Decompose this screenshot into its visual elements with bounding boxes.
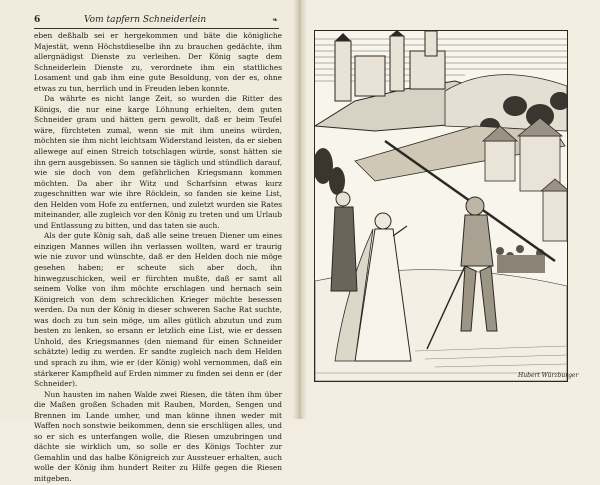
ornament-icon: ❧ <box>272 16 278 24</box>
old-man-figure <box>331 192 357 291</box>
page-number: 6 <box>34 15 41 25</box>
book-gutter <box>293 0 307 419</box>
paragraph: eben deßhalb sei er hergekommen und bäte die königliche Majestät, wenn Höchstdieselbe ihn zu brauchen gedächte, ihm allergnädigst Dienste zu verleihen. Der König sagte dem Schneiderlein Dienste zu, verordnete ihm ein stattliches Losament und gab ihm eine gute Besoldung, von der es, ohne etwas zu tun, herrlich und in Freuden leben konnte. <box>34 31 282 93</box>
running-title: Vom tapfern Schneiderlein <box>84 15 207 25</box>
paragraph: Nun hausten im nahen Walde zwei Riesen, die täten ihm über die Maßen großen Schaden mit Rauben, Morden, Sengen und Brennen im Lande umher, und man könne ihnen weder mit Waffen noch sonstwie beikommen, denn sie erschlügen alles, und so er sich es unterfangen wolle, die Riesen umzubringen und dächte sie wirklich um, so solle er des Königs Tochter zur Gemahlin und das halbe Königreich zur Aussteuer erhalten, auch wolle der König ihm hundert Reiter zu Hilfe gegen die Riesen mitgeben. <box>34 389 282 483</box>
paragraph: Da währte es nicht lange Zeit, so wurden die Ritter des Königs, die nur eine karge Löhnung erhielten, dem guten Schneider gram und hätten gern gewollt, daß er beim Teufel wäre, fürchteten zumal, wenn sie mit ihm uneins würden, möchten sie ihm nicht leichtsam Widerstand leisten, da er sieben allewege auf einen Streich totschlagen würde, sonst hätten sie ihn gern ausgebissen. So sannen sie täglich und stündlich darauf, wie sie doch von dem gefährlichen Kriegsmann kommen möchten. Da aber ihr Witz und Scharfsinn etwas kurz zugeschnitten war wie ihre Röcklein, so fanden sie keine List, den Helden vom Hofe zu entfernen, und zuletzt wurden sie Rates miteinander, alle zugleich vor den König zu treten und um Urlaub und Entlassung zu bitten, und das taten sie auch. <box>34 94 282 230</box>
artist-signature: Hubert Würzburger <box>518 372 579 379</box>
paragraph: Als der gute König sah, daß alle seine treuen Diener um eines einzigen Mannes willen ihn verlassen wollten, ward er traurig wie nie zuvor und wünschte, daß er den Helden doch nie möge gesehen haben; er scheute sich aber doch, ihn hinwegzuschicken, weil er fürchten mußte, daß er samt all seinem Volke von ihm möchte erschlagen und hernach sein Königreich von dem schrecklichen Krieger möchte besessen werden. Da nun der König in dieser schweren Sache Rat suchte, was doch zu tun sein möge, um alles gütlich abzutun und zum besten zu lenken, so ersann er letzlich eine List, wie er dessen Unhold, des Kriegsmannes (den niemand für einen Schneider schätzte) ledig zu werden. Er sandte zugleich nach dem Helden und sprach zu ihm, wie er (der König) wohl vernommen, daß ein stärkerer Kampfheld auf Erden nimmer zu finden sei denn er (der Schneider). <box>34 231 282 389</box>
running-head <box>34 15 278 27</box>
knight-illustration <box>314 30 568 382</box>
header-rule <box>34 28 279 29</box>
body-text <box>34 31 282 485</box>
illustration-artwork <box>315 31 567 381</box>
town-houses <box>483 118 567 241</box>
